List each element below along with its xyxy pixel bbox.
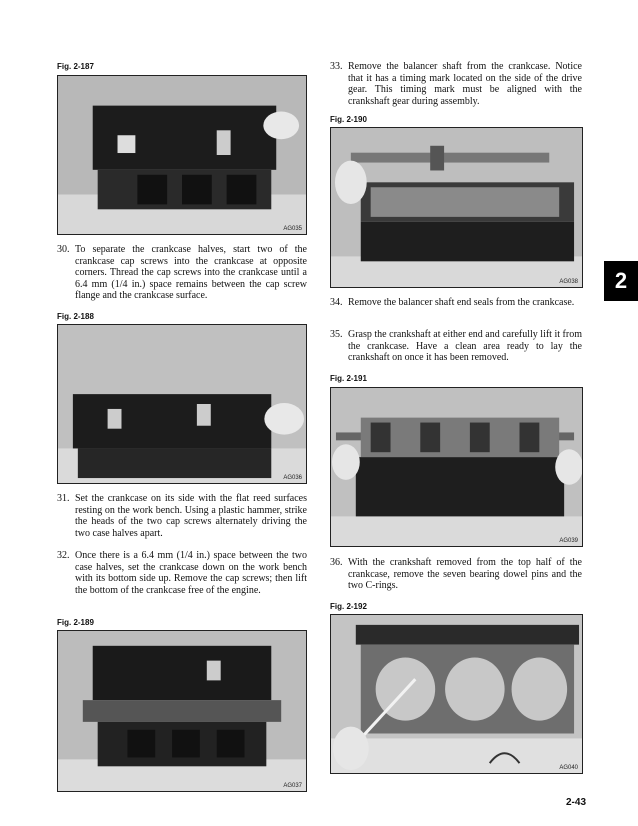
- step-35: [330, 329, 582, 364]
- crankcase-dowel-pins-photo: [330, 614, 583, 774]
- step-number: 32.: [57, 550, 70, 561]
- step-30: [57, 244, 307, 302]
- figure-label: Fig. 2-191: [330, 374, 367, 383]
- section-tab: 2: [604, 261, 638, 301]
- page-number: 2-43: [565, 797, 586, 808]
- step-number: 36.: [330, 557, 343, 568]
- step-text: Once there is a 6.4 mm (1/4 in.) space between the two case halves, set the crankcase down on the work bench with its bottom side up. Remove the cap screws; then lift the bottom of the crankcase free of the engine.: [75, 550, 307, 596]
- step-text: Grasp the crankshaft at either end and carefully lift it from the crankcase. Have a clean area ready to lay the crankshaft on once it has been removed.: [348, 329, 582, 363]
- step-36: [330, 557, 582, 592]
- step-number: 31.: [57, 493, 70, 504]
- step-number: 35.: [330, 329, 343, 340]
- step-text: To separate the crankcase halves, start two of the crankcase cap screws into the crankcase at opposite corners. Thread the cap screws into the crankcase until a 6.4 mm (1/4 in.) space remains between the cap screw flange and the crankcase surface.: [75, 244, 307, 301]
- figure-code: AG036: [283, 475, 302, 481]
- figure-code: AG037: [283, 783, 302, 789]
- crankshaft-photo: [330, 387, 583, 547]
- figure-label: Fig. 2-190: [330, 115, 367, 124]
- step-text: With the crankshaft removed from the top half of the crankcase, remove the seven bearing dowel pins and the two C-rings.: [348, 557, 582, 591]
- step-32: [57, 550, 307, 596]
- figure-code: AG039: [559, 538, 578, 544]
- step-number: 30.: [57, 244, 70, 255]
- figure-code: AG035: [283, 226, 302, 232]
- figure-code: AG038: [559, 279, 578, 285]
- step-34: [330, 297, 582, 309]
- step-31: [57, 493, 307, 539]
- engine-crankcase-photo: [57, 75, 307, 235]
- figure-label: Fig. 2-188: [57, 312, 94, 321]
- step-text: Remove the balancer shaft from the crankcase. Notice that it has a timing mark located on the side of the drive gear. This timing mark must be aligned with the crankshaft gear during assembly.: [348, 61, 582, 107]
- figure-label: Fig. 2-187: [57, 62, 94, 71]
- engine-crankcase-photo: [57, 630, 307, 792]
- figure-label: Fig. 2-189: [57, 618, 94, 627]
- crankshaft-balancer-photo: [330, 127, 583, 288]
- step-text: Set the crankcase on its side with the flat reed surfaces resting on the work bench. Using a plastic hammer, strike the heads of the two cap screws alternately driving the two case halves apart.: [75, 493, 307, 539]
- step-text: Remove the balancer shaft end seals from the crankcase.: [348, 297, 575, 308]
- step-number: 34.: [330, 297, 343, 308]
- figure-label: Fig. 2-192: [330, 602, 367, 611]
- figure-code: AG040: [559, 765, 578, 771]
- step-33: [330, 61, 582, 107]
- step-number: 33.: [330, 61, 343, 72]
- engine-crankcase-photo: [57, 324, 307, 484]
